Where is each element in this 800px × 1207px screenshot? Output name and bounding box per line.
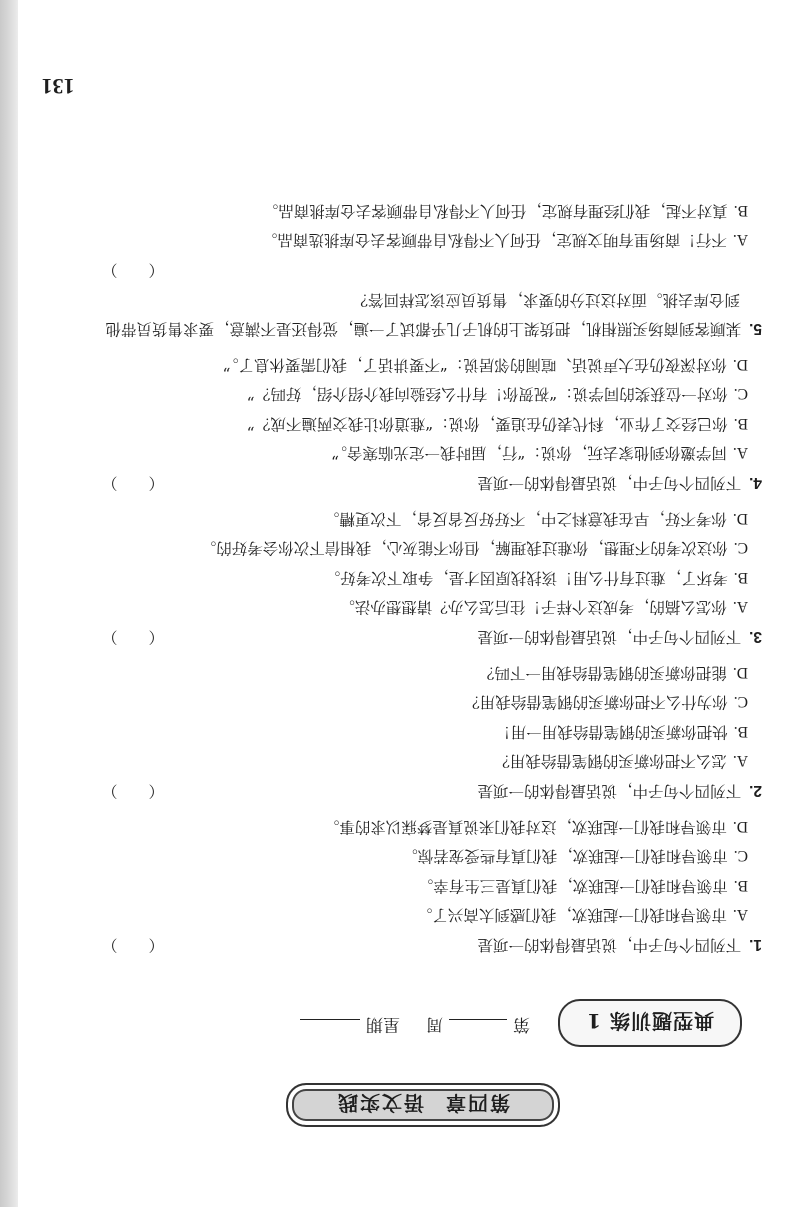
question-number: 1. bbox=[749, 936, 762, 953]
answer-parentheses[interactable]: （ ） bbox=[102, 474, 165, 493]
chapter-label: 第四章 bbox=[444, 1091, 510, 1116]
option-b: B.快把你新买的钢笔借给我用一用！ bbox=[495, 722, 748, 741]
option-d: D.你对深夜仍在大声说话、喧闹的邻居说：“不要讲话了，我们需要休息了。” bbox=[222, 355, 748, 374]
page-number: 131 bbox=[41, 74, 75, 99]
option-b: B.真对不起，我们经理有规定，任何人不得私自带顾客去仓库挑商品。 bbox=[262, 201, 748, 220]
option-a: A.不行！商场里有明文规定，任何人不得私自带顾客去仓库挑选商品。 bbox=[261, 231, 748, 250]
answer-parentheses[interactable]: （ ） bbox=[102, 628, 165, 647]
option-b: B.考坏了，难过有什么用！该找找原因才是，争取下次考好。 bbox=[324, 568, 748, 587]
question-number: 5. bbox=[749, 320, 762, 338]
question-stem: 某顾客到商场买照相机，把货架上的机子几乎都试了一遍，觉得还是不满意，要求售货员带他到仓库去挑。面对这过分的要求，售货员应该怎样回答？ bbox=[105, 290, 742, 339]
chapter-title: 语文实践 bbox=[336, 1091, 424, 1116]
question-2 bbox=[102, 657, 762, 805]
question-1 bbox=[102, 811, 762, 959]
question-stem: 下列四个句子中，说话最得体的一项是 bbox=[477, 782, 742, 801]
question-stem: 下列四个句子中，说话最得体的一项是 bbox=[477, 936, 742, 954]
option-a: A.怎么不把你新买的钢笔借给我用？ bbox=[494, 752, 748, 771]
question-4 bbox=[102, 349, 762, 497]
option-d: D.能把你新买的钢笔借给我用一下吗？ bbox=[478, 663, 748, 682]
option-b: B.市领导和我们一起联欢，我们真是三生有幸。 bbox=[417, 876, 748, 895]
option-a: A.市领导和我们一起联欢，我们感到太高兴了。 bbox=[416, 906, 748, 925]
answer-parentheses[interactable]: （ ） bbox=[102, 260, 165, 279]
date-week: 周 bbox=[426, 1014, 443, 1034]
weekday-blank[interactable] bbox=[300, 1019, 360, 1036]
option-c: C.市领导和我们一起联欢，我们真有些受宠若惊。 bbox=[402, 847, 748, 866]
question-list bbox=[102, 195, 762, 959]
section-title: 典型题训练 1 bbox=[558, 999, 742, 1047]
option-c: C.你对一位获奖的同学说：“祝贺你！有什么经验向我介绍介绍，好吗？” bbox=[246, 385, 748, 404]
question-number: 2. bbox=[749, 782, 762, 800]
option-d: D.市领导和我们一起联欢，这对我们来说真是梦寐以求的事。 bbox=[323, 817, 748, 836]
week-blank[interactable] bbox=[449, 1019, 507, 1036]
option-a: A.同学邀你到他家去玩，你说：“行，届时我一定光临寒舍。” bbox=[331, 444, 748, 463]
date-prefix: 第 bbox=[513, 1014, 530, 1034]
question-stem: 下列四个句子中，说话最得体的一项是 bbox=[477, 474, 742, 493]
answer-parentheses[interactable]: （ ） bbox=[102, 936, 165, 954]
answer-parentheses[interactable]: （ ） bbox=[102, 782, 165, 801]
question-stem: 下列四个句子中，说话最得体的一项是 bbox=[477, 628, 742, 647]
question-number: 4. bbox=[749, 474, 762, 492]
option-d: D.你考不好，早在我意料之中，不好好反省反省，下次更糟。 bbox=[323, 509, 748, 528]
date-line bbox=[294, 1014, 530, 1039]
option-a: A.你怎么搞的，考成这个样子！往后怎么办？请想想办法。 bbox=[339, 598, 748, 617]
question-number: 3. bbox=[749, 628, 762, 646]
question-5 bbox=[102, 195, 762, 343]
question-3 bbox=[102, 503, 762, 651]
date-weekday: 星期 bbox=[366, 1014, 400, 1034]
option-b: B.你已经交了作业，科代表仍在追要，你说：“难道你让我交两遍不成？” bbox=[246, 414, 748, 433]
option-c: C.你为什么不把你新买的钢笔借给我用？ bbox=[464, 693, 748, 712]
option-c: C.你这次考的不理想，你难过我理解，但你不能灰心，我相信下次你会考好的。 bbox=[200, 539, 748, 558]
chapter-banner bbox=[286, 1083, 560, 1127]
